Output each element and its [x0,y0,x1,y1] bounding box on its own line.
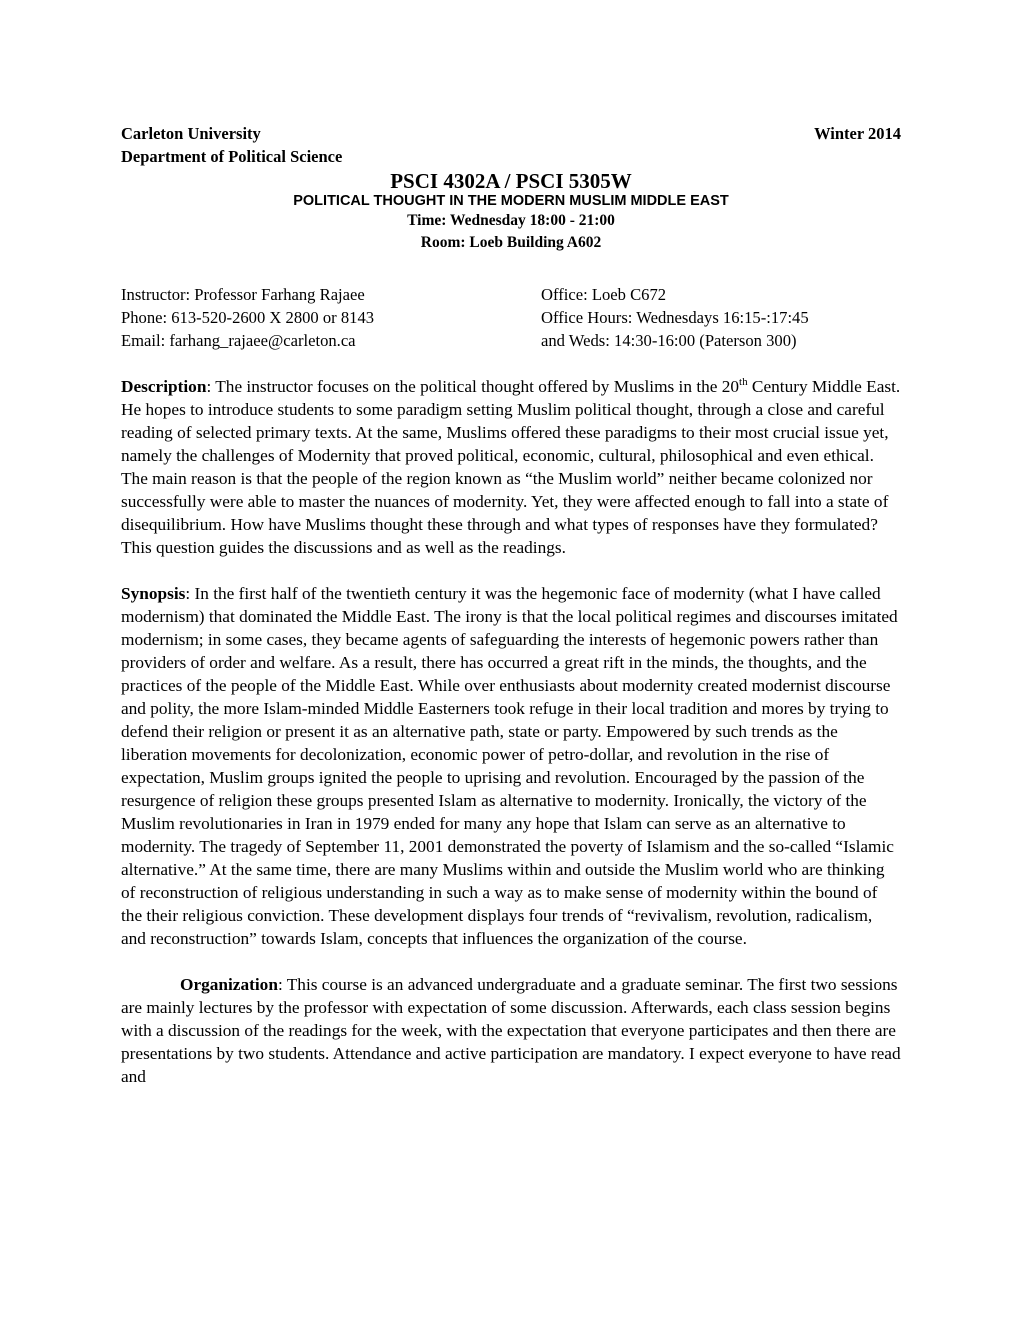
organization-paragraph [121,973,901,1088]
syllabus-page [121,122,901,1088]
term-label: Winter 2014 [814,124,901,143]
description-text-rest: Century Middle East. He hopes to introduce students to some paradigm setting Muslim political thought, through a close and careful reading of selected primary texts. At the same, Muslims offered these paradigms to their most crucial issue yet, namely the challenges of Modernity that proved political, economic, cultural, philosophical and even ethical. The main reason is that the people of the region known as “the Muslim world” neither became colonized nor successfully were able to master the nuances of modernity. Yet, they were affected enough to fall into a state of disequilibrium. How have Muslims thought these through and what types of responses have they formulated? This question guides the discussions and as well as the readings. [121,377,901,557]
instructor-name: Instructor: Professor Farhang Rajaee [121,285,365,304]
synopsis-paragraph [121,582,901,950]
header-row [121,122,901,145]
phone-number: Phone: 613-520-2600 X 2800 or 8143 [121,308,375,327]
description-superscript: th [739,376,748,389]
course-code: PSCI 4302A / PSCI 5305W [390,169,632,193]
university-name: Carleton University [121,124,261,143]
synopsis-label: Synopsis [121,584,186,603]
course-title: POLITICAL THOUGHT IN THE MODERN MUSLIM MIDDLE EAST [293,193,729,209]
department-name: Department of Political Science [121,147,343,166]
description-label: Description [121,377,207,396]
email-address: Email: farhang_rajaee@carleton.ca [121,331,356,350]
contact-block [121,283,901,352]
organization-label: Organization [180,975,278,994]
organization-text: : This course is an advanced undergraduate and a graduate seminar. The first two sessions are mainly lectures by the professor with expectation of some discussion. Afterwards, each class session begins with a discussion of the readings for the week, with the expectation that everyone participates and then there are presentations by two students. Attendance and active participation are mandatory. I expect everyone to have read and [121,975,901,1086]
course-time: Time: Wednesday 18:00 - 21:00 [407,212,615,229]
synopsis-text: : In the first half of the twentieth century it was the hegemonic face of modernity (what I have called modernism) that dominated the Middle East. The irony is that the local political regimes and discourses imitated modernism; in some cases, they became agents of safeguarding the interests of hegemonic powers rather than providers of order and welfare. As a result, there has occurred a great rift in the minds, the thoughts, and the practices of the people of the Middle East. While over enthusiasts about modernity created modernist discourse and polity, the more Islam-minded Middle Easterners took refuge in their local tradition and mores by trying to defend their religion or present it as an alternative path, state or party. Empowered by such trends as the liberation movements for decolonization, economic power of petro-dollar, and revolution in the rise of expectation, Muslim groups ignited the people to uprising and revolution. Encouraged by the passion of the resurgence of religion these groups presented Islam as alternative to modernity. Ironically, the victory of the Muslim revolutionaries in Iran in 1979 ended for many any hope that Islam can serve as an alternative to modernity. The tragedy of September 11, 2001 demonstrated the poverty of Islamism and the so-called “Islamic alternative.” At the same time, there are many Muslims within and outside the Muslim world who are thinking of reconstruction of religious understanding in such a way as to make sense of modernity within the bound of the their religious conviction. These development displays four trends of “revivalism, revolution, radicalism, and reconstruction” towards Islam, concepts that influences the organization of the course. [121,584,898,948]
office-hours-extra: and Weds: 14:30-16:00 (Paterson 300) [541,331,797,350]
office-hours: Office Hours: Wednesdays 16:15-:17:45 [541,308,809,327]
description-paragraph [121,375,901,559]
description-text-start: : The instructor focuses on the political thought offered by Muslims in the 20 [206,377,740,396]
office-location: Office: Loeb C672 [541,285,667,304]
course-room: Room: Loeb Building A602 [420,234,602,251]
